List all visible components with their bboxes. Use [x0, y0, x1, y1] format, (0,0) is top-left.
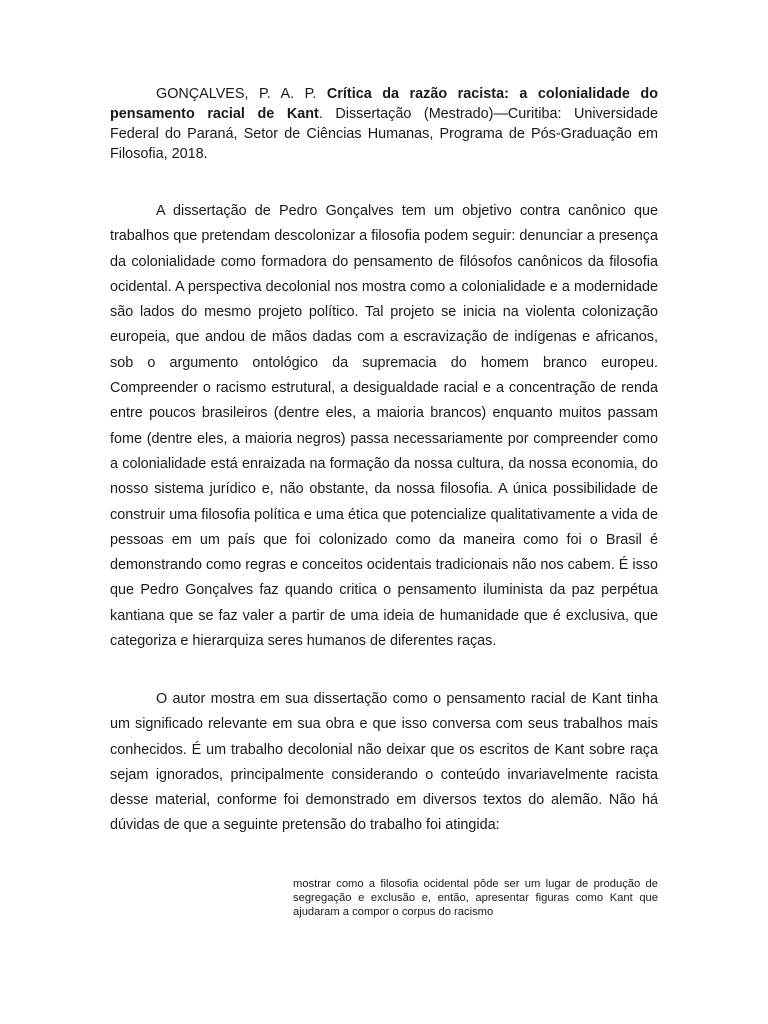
reference-details: . Dissertação (Mestrado)—Curitiba: Universidade Federal do Paraná, Setor de Ciências Humanas, Programa de Pós-Graduação em Filosofia, 2018. — [110, 106, 658, 162]
body-paragraph-2: O autor mostra em sua dissertação como o pensamento racial de Kant tinha um significado relevante em sua obra e que isso conversa com seus trabalhos mais conhecidos. É um trabalho decolonial não deixar que os escritos de Kant sobre raça sejam ignorados, principalmente considerando o conteúdo invariavelmente racista desse material, conforme foi demonstrado em diversos textos do alemão. Não há dúvidas de que a seguinte pretensão do trabalho foi atingida: — [110, 691, 658, 834]
reference-authors: GONÇALVES, P. A. P. — [156, 86, 317, 102]
body-paragraph-1: A dissertação de Pedro Gonçalves tem um objetivo contra canônico que trabalhos que pretendam descolonizar a filosofia podem seguir: denunciar a presença da colonialidade como formadora do pensamento de filósofos canônicos da filosofia ocidental. A perspectiva decolonial nos mostra como a colonialidade e a modernidade são lados do mesmo projeto político. Tal projeto se inicia na violenta colonização europeia, que andou de mãos dadas com a escravização de indígenas e africanos, sob o argumento ontológico da supremacia do homem branco europeu. Compreender o racismo estrutural, a desigualdade racial e a concentração de renda entre poucos brasileiros (dentre eles, a maioria brancos) enquanto muitos passam fome (dentre eles, a maioria negros) passa necessariamente por compreender como a colonialidade está enraizada na formação da nossa cultura, da nossa economia, do nosso sistema jurídico e, não obstante, da nossa filosofia. A única possibilidade de construir uma filosofia política e uma ética que potencialize qualitativamente a vida de pessoas em um país que foi colonizado como da maneira como foi o Brasil é demonstrando como regras e conceitos ocidentais tradicionais não nos cabem. É isso que Pedro Gonçalves faz quando critica o pensamento iluminista da paz perpétua kantiana que se faz valer a partir de uma ideia de humanidade que é exclusiva, que categoriza e hierarquiza seres humanos de diferentes raças. — [110, 203, 658, 650]
block-quote: mostrar como a filosofia ocidental pôde ser um lugar de produção de segregação e exclusão e, então, apresentar figuras como Kant que ajudaram a compor o corpus do racismo — [293, 878, 658, 918]
reference-title: Crítica da razão racista: a colonialidade do pensamento racial de Kant — [110, 86, 658, 122]
bibliographic-reference — [110, 84, 658, 164]
